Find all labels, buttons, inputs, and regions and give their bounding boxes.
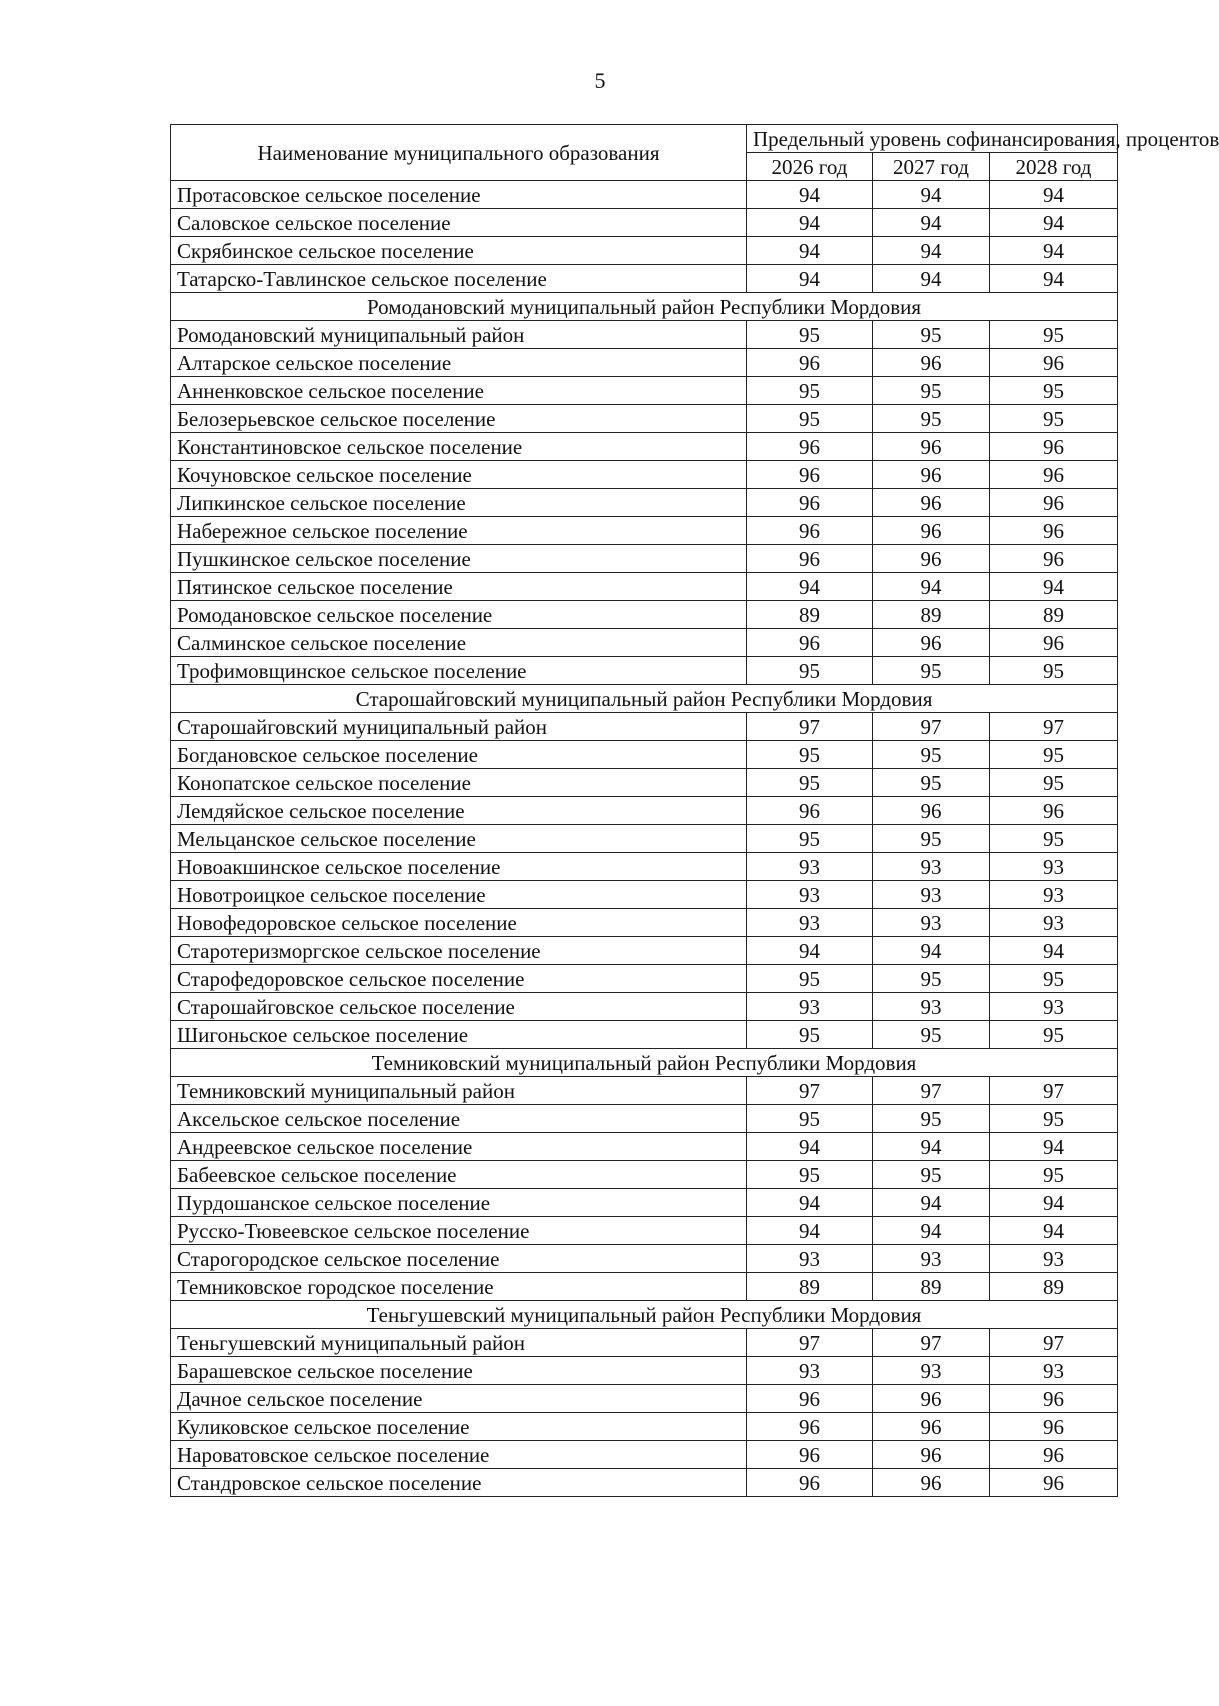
section-row: [171, 685, 1118, 713]
table-row: [171, 825, 1118, 853]
municipality-name: Белозерьевское сельское поселение: [171, 405, 747, 433]
municipality-name: Новоакшинское сельское поселение: [171, 853, 747, 881]
municipality-name: Протасовское сельское поселение: [171, 181, 747, 209]
municipality-name: Старошайговское сельское поселение: [171, 993, 747, 1021]
column-header-level: Предельный уровень софинансирования, процентов: [747, 125, 1118, 153]
municipality-name: Русско-Тювеевское сельское поселение: [171, 1217, 747, 1245]
table-row: [171, 657, 1118, 685]
value-cell-2026: 94: [747, 209, 873, 237]
table-row: [171, 713, 1118, 741]
column-header-year-2026: 2026 год: [747, 153, 873, 181]
value-cell-2027: 95: [873, 1021, 990, 1049]
municipality-name: Пушкинское сельское поселение: [171, 545, 747, 573]
value-cell-2028: 96: [990, 517, 1118, 545]
value-cell-2027: 96: [873, 629, 990, 657]
municipality-name: Пятинское сельское поселение: [171, 573, 747, 601]
municipality-name: Богдановское сельское поселение: [171, 741, 747, 769]
table-body: [171, 181, 1118, 1497]
table-row: [171, 545, 1118, 573]
value-cell-2027: 95: [873, 1105, 990, 1133]
table-row: [171, 1357, 1118, 1385]
municipality-name: Дачное сельское поселение: [171, 1385, 747, 1413]
value-cell-2027: 96: [873, 1385, 990, 1413]
value-cell-2027: 93: [873, 1245, 990, 1273]
value-cell-2026: 96: [747, 797, 873, 825]
value-cell-2027: 95: [873, 965, 990, 993]
value-cell-2028: 95: [990, 825, 1118, 853]
value-cell-2028: 94: [990, 573, 1118, 601]
municipality-name: Куликовское сельское поселение: [171, 1413, 747, 1441]
value-cell-2027: 95: [873, 657, 990, 685]
value-cell-2026: 96: [747, 1441, 873, 1469]
section-title: Темниковский муниципальный район Республики Мордовия: [171, 1049, 1118, 1077]
municipality-name: Лемдяйское сельское поселение: [171, 797, 747, 825]
table-row: [171, 573, 1118, 601]
value-cell-2026: 97: [747, 1329, 873, 1357]
table-row: [171, 937, 1118, 965]
value-cell-2028: 93: [990, 881, 1118, 909]
table-row: [171, 797, 1118, 825]
municipality-name: Темниковский муниципальный район: [171, 1077, 747, 1105]
value-cell-2026: 97: [747, 1077, 873, 1105]
municipality-name: Салминское сельское поселение: [171, 629, 747, 657]
value-cell-2028: 96: [990, 349, 1118, 377]
table-row: [171, 1021, 1118, 1049]
value-cell-2027: 96: [873, 1469, 990, 1497]
value-cell-2026: 97: [747, 713, 873, 741]
value-cell-2028: 89: [990, 1273, 1118, 1301]
value-cell-2027: 96: [873, 1413, 990, 1441]
value-cell-2026: 95: [747, 825, 873, 853]
value-cell-2027: 96: [873, 433, 990, 461]
value-cell-2027: 94: [873, 181, 990, 209]
value-cell-2027: 95: [873, 769, 990, 797]
value-cell-2026: 96: [747, 349, 873, 377]
table-row: [171, 601, 1118, 629]
table-header-row: [171, 125, 1118, 153]
table-row: [171, 489, 1118, 517]
table-row: [171, 517, 1118, 545]
value-cell-2028: 96: [990, 461, 1118, 489]
value-cell-2028: 94: [990, 1189, 1118, 1217]
value-cell-2028: 97: [990, 713, 1118, 741]
value-cell-2028: 95: [990, 321, 1118, 349]
table-row: [171, 1217, 1118, 1245]
value-cell-2028: 95: [990, 1105, 1118, 1133]
value-cell-2026: 93: [747, 1357, 873, 1385]
value-cell-2026: 96: [747, 489, 873, 517]
value-cell-2028: 93: [990, 993, 1118, 1021]
value-cell-2028: 96: [990, 797, 1118, 825]
table-row: [171, 1161, 1118, 1189]
column-header-year-2028: 2028 год: [990, 153, 1118, 181]
municipality-name: Татарско-Тавлинское сельское поселение: [171, 265, 747, 293]
municipality-name: Темниковское городское поселение: [171, 1273, 747, 1301]
value-cell-2027: 95: [873, 405, 990, 433]
value-cell-2028: 94: [990, 181, 1118, 209]
page-number: 5: [594, 68, 606, 93]
table-row: [171, 1189, 1118, 1217]
value-cell-2026: 96: [747, 517, 873, 545]
value-cell-2027: 95: [873, 825, 990, 853]
value-cell-2027: 94: [873, 265, 990, 293]
value-cell-2027: 95: [873, 377, 990, 405]
value-cell-2027: 94: [873, 573, 990, 601]
municipality-name: Кочуновское сельское поселение: [171, 461, 747, 489]
value-cell-2026: 94: [747, 1217, 873, 1245]
municipality-name: Константиновское сельское поселение: [171, 433, 747, 461]
table-row: [171, 1077, 1118, 1105]
table-row: [171, 461, 1118, 489]
value-cell-2026: 95: [747, 657, 873, 685]
value-cell-2026: 93: [747, 853, 873, 881]
value-cell-2026: 94: [747, 937, 873, 965]
value-cell-2026: 89: [747, 601, 873, 629]
value-cell-2026: 95: [747, 405, 873, 433]
value-cell-2028: 94: [990, 1217, 1118, 1245]
value-cell-2028: 93: [990, 1245, 1118, 1273]
value-cell-2028: 93: [990, 1357, 1118, 1385]
value-cell-2028: 96: [990, 1385, 1118, 1413]
value-cell-2028: 94: [990, 237, 1118, 265]
value-cell-2028: 97: [990, 1077, 1118, 1105]
table-row: [171, 181, 1118, 209]
value-cell-2026: 95: [747, 1105, 873, 1133]
value-cell-2026: 94: [747, 573, 873, 601]
municipality-name: Теньгушевский муниципальный район: [171, 1329, 747, 1357]
municipality-name: Нароватовское сельское поселение: [171, 1441, 747, 1469]
value-cell-2027: 96: [873, 461, 990, 489]
value-cell-2026: 93: [747, 881, 873, 909]
value-cell-2026: 95: [747, 377, 873, 405]
value-cell-2026: 95: [747, 1161, 873, 1189]
value-cell-2027: 95: [873, 741, 990, 769]
value-cell-2026: 96: [747, 433, 873, 461]
value-cell-2028: 95: [990, 769, 1118, 797]
table-row: [171, 1133, 1118, 1161]
municipality-name: Старофедоровское сельское поселение: [171, 965, 747, 993]
table-row: [171, 1105, 1118, 1133]
section-title: Ромодановский муниципальный район Республики Мордовия: [171, 293, 1118, 321]
value-cell-2026: 94: [747, 237, 873, 265]
municipality-name: Андреевское сельское поселение: [171, 1133, 747, 1161]
value-cell-2027: 93: [873, 1357, 990, 1385]
value-cell-2028: 95: [990, 1161, 1118, 1189]
value-cell-2026: 94: [747, 1133, 873, 1161]
table-row: [171, 209, 1118, 237]
municipality-name: Липкинское сельское поселение: [171, 489, 747, 517]
value-cell-2026: 95: [747, 965, 873, 993]
value-cell-2028: 95: [990, 741, 1118, 769]
value-cell-2028: 97: [990, 1329, 1118, 1357]
value-cell-2027: 93: [873, 881, 990, 909]
municipality-name: Барашевское сельское поселение: [171, 1357, 747, 1385]
value-cell-2027: 96: [873, 517, 990, 545]
municipality-name: Саловское сельское поселение: [171, 209, 747, 237]
value-cell-2026: 96: [747, 1385, 873, 1413]
municipality-name: Анненковское сельское поселение: [171, 377, 747, 405]
table-row: [171, 265, 1118, 293]
value-cell-2026: 94: [747, 1189, 873, 1217]
section-title: Теньгушевский муниципальный район Республики Мордовия: [171, 1301, 1118, 1329]
table-row: [171, 433, 1118, 461]
value-cell-2026: 96: [747, 1413, 873, 1441]
table-row: [171, 349, 1118, 377]
value-cell-2026: 95: [747, 1021, 873, 1049]
value-cell-2026: 96: [747, 1469, 873, 1497]
table-row: [171, 1273, 1118, 1301]
table-row: [171, 237, 1118, 265]
value-cell-2028: 96: [990, 433, 1118, 461]
municipality-name: Шигоньское сельское поселение: [171, 1021, 747, 1049]
value-cell-2027: 94: [873, 1133, 990, 1161]
municipality-name: Скрябинское сельское поселение: [171, 237, 747, 265]
section-row: [171, 1049, 1118, 1077]
municipality-name: Новофедоровское сельское поселение: [171, 909, 747, 937]
table-row: [171, 1245, 1118, 1273]
value-cell-2028: 89: [990, 601, 1118, 629]
column-header-name: Наименование муниципального образования: [171, 125, 747, 181]
value-cell-2028: 95: [990, 1021, 1118, 1049]
value-cell-2028: 95: [990, 405, 1118, 433]
municipality-name: Старотеризморгское сельское поселение: [171, 937, 747, 965]
value-cell-2026: 95: [747, 321, 873, 349]
value-cell-2026: 95: [747, 741, 873, 769]
value-cell-2027: 93: [873, 853, 990, 881]
section-row: [171, 1301, 1118, 1329]
municipality-name: Бабеевское сельское поселение: [171, 1161, 747, 1189]
municipality-name: Пурдошанское сельское поселение: [171, 1189, 747, 1217]
value-cell-2028: 96: [990, 545, 1118, 573]
table-row: [171, 741, 1118, 769]
table-row: [171, 629, 1118, 657]
value-cell-2026: 95: [747, 769, 873, 797]
value-cell-2027: 96: [873, 545, 990, 573]
value-cell-2027: 94: [873, 1189, 990, 1217]
value-cell-2026: 96: [747, 461, 873, 489]
table-row: [171, 769, 1118, 797]
value-cell-2028: 94: [990, 209, 1118, 237]
value-cell-2028: 94: [990, 937, 1118, 965]
value-cell-2027: 95: [873, 1161, 990, 1189]
value-cell-2028: 95: [990, 377, 1118, 405]
municipality-name: Старошайговский муниципальный район: [171, 713, 747, 741]
municipality-name: Мельцанское сельское поселение: [171, 825, 747, 853]
value-cell-2028: 94: [990, 1133, 1118, 1161]
value-cell-2028: 94: [990, 265, 1118, 293]
municipality-name: Аксельское сельское поселение: [171, 1105, 747, 1133]
municipality-name: Алтарское сельское поселение: [171, 349, 747, 377]
value-cell-2027: 97: [873, 1077, 990, 1105]
value-cell-2026: 93: [747, 993, 873, 1021]
value-cell-2027: 96: [873, 489, 990, 517]
value-cell-2028: 96: [990, 1469, 1118, 1497]
value-cell-2027: 94: [873, 237, 990, 265]
value-cell-2027: 94: [873, 209, 990, 237]
value-cell-2027: 97: [873, 713, 990, 741]
value-cell-2027: 89: [873, 601, 990, 629]
value-cell-2027: 97: [873, 1329, 990, 1357]
table-row: [171, 1385, 1118, 1413]
table-row: [171, 1469, 1118, 1497]
value-cell-2028: 96: [990, 1441, 1118, 1469]
table-row: [171, 965, 1118, 993]
value-cell-2027: 89: [873, 1273, 990, 1301]
table-row: [171, 881, 1118, 909]
value-cell-2028: 96: [990, 1413, 1118, 1441]
value-cell-2028: 96: [990, 489, 1118, 517]
municipality-name: Ромодановский муниципальный район: [171, 321, 747, 349]
municipality-name: Трофимовщинское сельское поселение: [171, 657, 747, 685]
value-cell-2027: 93: [873, 993, 990, 1021]
value-cell-2027: 96: [873, 797, 990, 825]
value-cell-2028: 95: [990, 965, 1118, 993]
table-row: [171, 1413, 1118, 1441]
value-cell-2028: 93: [990, 909, 1118, 937]
value-cell-2027: 95: [873, 321, 990, 349]
table-row: [171, 909, 1118, 937]
value-cell-2027: 94: [873, 937, 990, 965]
section-title: Старошайговский муниципальный район Республики Мордовия: [171, 685, 1118, 713]
value-cell-2027: 96: [873, 349, 990, 377]
table-row: [171, 1441, 1118, 1469]
value-cell-2026: 93: [747, 1245, 873, 1273]
municipality-name: Конопатское сельское поселение: [171, 769, 747, 797]
value-cell-2026: 94: [747, 265, 873, 293]
value-cell-2028: 93: [990, 853, 1118, 881]
value-cell-2026: 96: [747, 629, 873, 657]
municipality-name: Стандровское сельское поселение: [171, 1469, 747, 1497]
table-row: [171, 993, 1118, 1021]
value-cell-2026: 93: [747, 909, 873, 937]
section-row: [171, 293, 1118, 321]
value-cell-2026: 96: [747, 545, 873, 573]
municipality-name: Новотроицкое сельское поселение: [171, 881, 747, 909]
table-row: [171, 377, 1118, 405]
value-cell-2027: 96: [873, 1441, 990, 1469]
value-cell-2026: 94: [747, 181, 873, 209]
table-row: [171, 321, 1118, 349]
municipality-name: Старогородское сельское поселение: [171, 1245, 747, 1273]
value-cell-2027: 94: [873, 1217, 990, 1245]
value-cell-2027: 93: [873, 909, 990, 937]
municipality-name: Ромодановское сельское поселение: [171, 601, 747, 629]
table-row: [171, 1329, 1118, 1357]
value-cell-2028: 95: [990, 657, 1118, 685]
column-header-year-2027: 2027 год: [873, 153, 990, 181]
value-cell-2028: 96: [990, 629, 1118, 657]
cofinancing-table: [170, 124, 1219, 1497]
value-cell-2026: 89: [747, 1273, 873, 1301]
table-row: [171, 405, 1118, 433]
municipality-name: Набережное сельское поселение: [171, 517, 747, 545]
table-row: [171, 853, 1118, 881]
